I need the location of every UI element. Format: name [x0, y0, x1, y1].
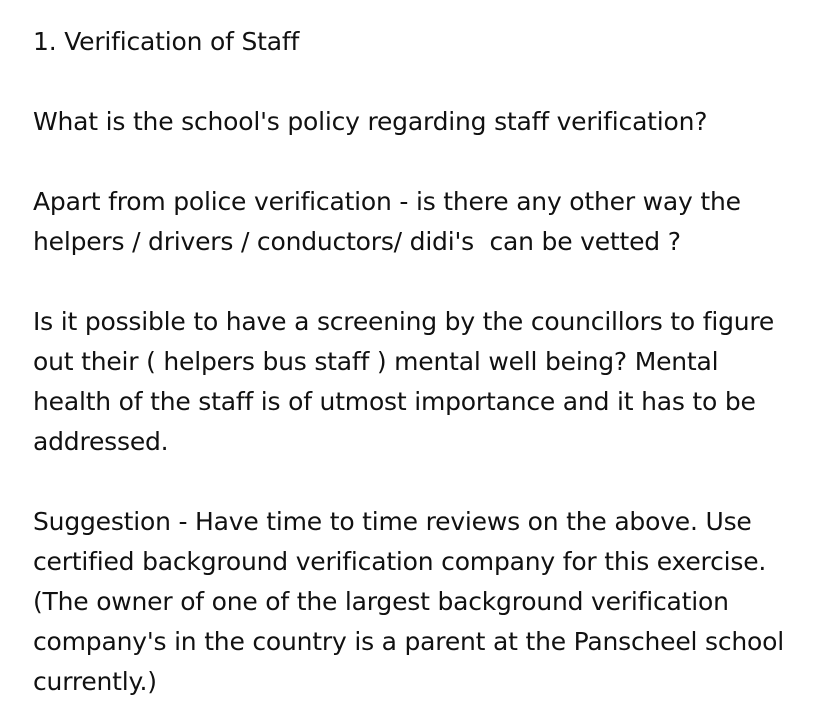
paragraph-line: company's in the country is a parent at the Panscheel school [33, 627, 784, 656]
paragraph-line: health of the staff is of utmost importance and it has to be [33, 387, 756, 416]
paragraph-line: Apart from police verification - is there any other way the [33, 187, 741, 216]
document-body [33, 22, 833, 702]
vetting-question-paragraph [33, 182, 833, 262]
paragraph-line: (The owner of one of the largest background verification [33, 587, 729, 616]
paragraph-spacer [33, 462, 833, 502]
paragraph-spacer [33, 142, 833, 182]
paragraph-line: helpers / drivers / conductors/ didi's can be vetted ? [33, 227, 681, 256]
paragraph-spacer [33, 262, 833, 302]
paragraph-line: addressed. [33, 427, 169, 456]
paragraph-spacer [33, 62, 833, 102]
screening-question-paragraph [33, 302, 833, 462]
paragraph-line: certified background verification company for this exercise. [33, 547, 767, 576]
paragraph-line: Is it possible to have a screening by the councillors to figure [33, 307, 775, 336]
suggestion-paragraph [33, 502, 833, 702]
paragraph-line: Suggestion - Have time to time reviews on the above. Use [33, 507, 752, 536]
policy-question: What is the school's policy regarding staff verification? [33, 107, 708, 136]
paragraph-line: out their ( helpers bus staff ) mental well being? Mental [33, 347, 719, 376]
paragraph-line: currently.) [33, 667, 157, 696]
section-heading: 1. Verification of Staff [33, 27, 300, 56]
